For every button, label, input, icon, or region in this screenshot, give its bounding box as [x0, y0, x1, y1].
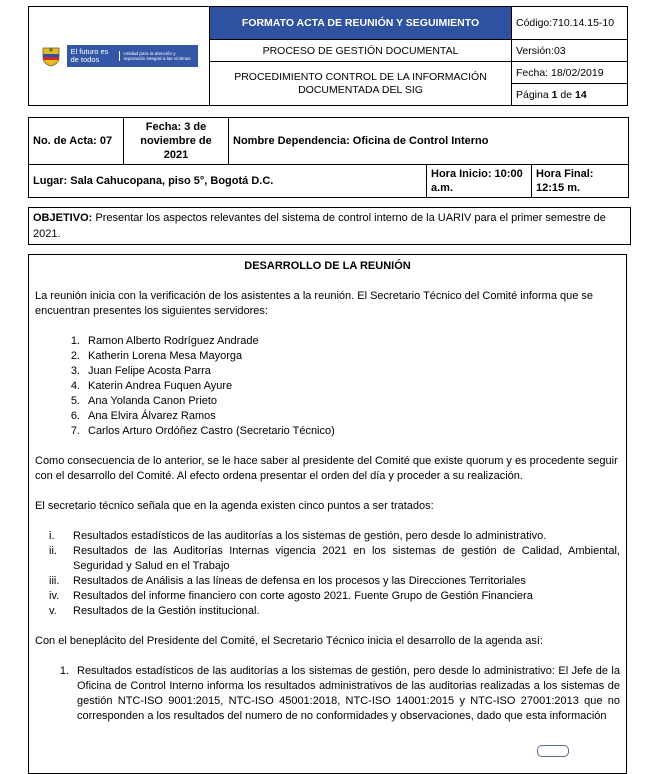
agenda-item-1: 1. Resultados estadísticos de las auditorías a los sistemas de gestión, pero desde lo administrativo: El Jefe de la Oficina de Control Interno informa los resultados administrativos de las auditorias realizadas a los sistemas de gestión NTC-ISO 9001:2015, NTC-ISO 45001:2018, NTC-ISO 14001:2015 y NTC-ISO 27001:2013 que no corresponden a los resultados del numero de no conformidades y observaciones, dado que esta información: [59, 665, 620, 722]
logo-text-entity: Unidad para la atención y reparación integral a las víctimas: [119, 51, 194, 62]
list-item: 1. Ramon Alberto Rodríguez Andrade: [70, 335, 259, 347]
start-time: Hora Inicio: 10:00 a.m.: [427, 165, 532, 198]
objective-text: Presentar los aspectos relevantes del sistema de control interno de la UARIV para el primer semestre de 2021.: [33, 212, 606, 240]
dependency-name: Nombre Dependencia: Oficina de Control Interno: [229, 118, 629, 165]
agenda-intro: El secretario técnico señala que en la agenda existen cinco puntos a ser tratados:: [35, 500, 434, 512]
process-name: PROCESO DE GESTIÓN DOCUMENTAL: [210, 40, 512, 62]
list-item: 7. Carlos Arturo Ordóñez Castro (Secretario Técnico): [70, 425, 335, 437]
end-time: Hora Final: 12:15 m.: [532, 165, 629, 198]
section-title: DESARROLLO DE LA REUNIÓN: [244, 260, 411, 272]
logo-text-main: El futuro es de todos: [70, 47, 109, 64]
list-item: 3. Juan Felipe Acosta Parra: [70, 365, 211, 377]
agenda-list: [35, 529, 620, 619]
list-item: 6. Ana Elvira Álvarez Ramos: [70, 410, 216, 422]
list-item: i. Resultados estadísticos de las auditorías a los sistemas de gestión, pero desde lo administrativo.: [49, 530, 547, 542]
list-item: 2. Katherin Lorena Mesa Mayorga: [70, 350, 243, 362]
quorum-paragraph: Como consecuencia de lo anterior, se le hace saber al presidente del Comité que existe quorum y es procedente seguir con el desarrollo del Comité. Al efecto ordena presentar el orden del día y proceder a su realización.: [35, 455, 618, 482]
logo-cell: [29, 7, 210, 106]
list-item: v. Resultados de la Gestión institucional.: [49, 605, 260, 617]
document-header: [28, 6, 628, 106]
document-title: FORMATO ACTA DE REUNIÓN Y SEGUIMIENTO: [210, 7, 512, 40]
procedure-name: PROCEDIMIENTO CONTROL DE LA INFORMACIÓN DOCUMENTADA DEL SIG: [210, 62, 512, 106]
page-indicator: Página 1 de 14: [512, 84, 628, 106]
objective-label: OBJETIVO:: [33, 212, 93, 224]
logo-banner: [67, 45, 198, 67]
list-item: iii. Resultados de Análisis a las líneas de defensa en los procesos y las Direcciones Territoriales: [49, 575, 526, 587]
objective-box: [28, 207, 631, 245]
meeting-location: Lugar: Sala Cahucopana, piso 5°, Bogotá D.C.: [29, 165, 427, 198]
acta-number: No. de Acta: 07: [29, 118, 124, 165]
intro-paragraph: La reunión inicia con la verificación de los asistentes a la reunión. El Secretario Técnico del Comité informa que se encuentran presentes los siguientes servidores:: [35, 290, 594, 317]
agenda-start-paragraph: Con el beneplácito del Presidente del Comité, el Secretario Técnico inicia el desarrollo de la agenda así:: [35, 635, 543, 647]
list-item: ii. Resultados de las Auditorías Internas vigencia 2021 en los sistemas de gestión de Calidad, Ambiental, Seguridad y Salud en el Trabajo: [49, 545, 620, 572]
attendees-list: [35, 334, 620, 439]
scroll-handle[interactable]: [537, 745, 569, 757]
document-code: Código:710.14.15-10: [512, 7, 628, 40]
document-version: Versión:03: [512, 40, 628, 62]
unidad-victimas-logo: [33, 45, 205, 67]
list-item: iv. Resultados del informe financiero con corte agosto 2021. Fuente Grupo de Gestión Financiera: [49, 590, 533, 602]
list-item: 4. Katerin Andrea Fuquen Ayure: [70, 380, 233, 392]
agenda-item-1-text: Resultados estadísticos de las auditorías a los sistemas de gestión, pero desde lo administrativo: El Jefe de la Oficina de Control Interno informa los resultados administrativos de las auditorias realizadas a los sistemas de gestión NTC-ISO 9001:2015, NTC-ISO 45001:2018, NTC-ISO 14001:2015 y NTC-ISO 27001:2013 que no corresponden a los resultados del numero de no conformidades y observaciones, dado que esta información: [77, 665, 620, 722]
meeting-info-table: [28, 117, 629, 198]
meeting-date: Fecha: 3 de noviembre de 2021: [124, 118, 229, 165]
document-date: Fecha: 18/02/2019: [512, 62, 628, 84]
list-item: 5. Ana Yolanda Canon Prieto: [70, 395, 218, 407]
colombia-coat-of-arms-icon: [41, 45, 61, 67]
meeting-development-section: [28, 254, 627, 774]
